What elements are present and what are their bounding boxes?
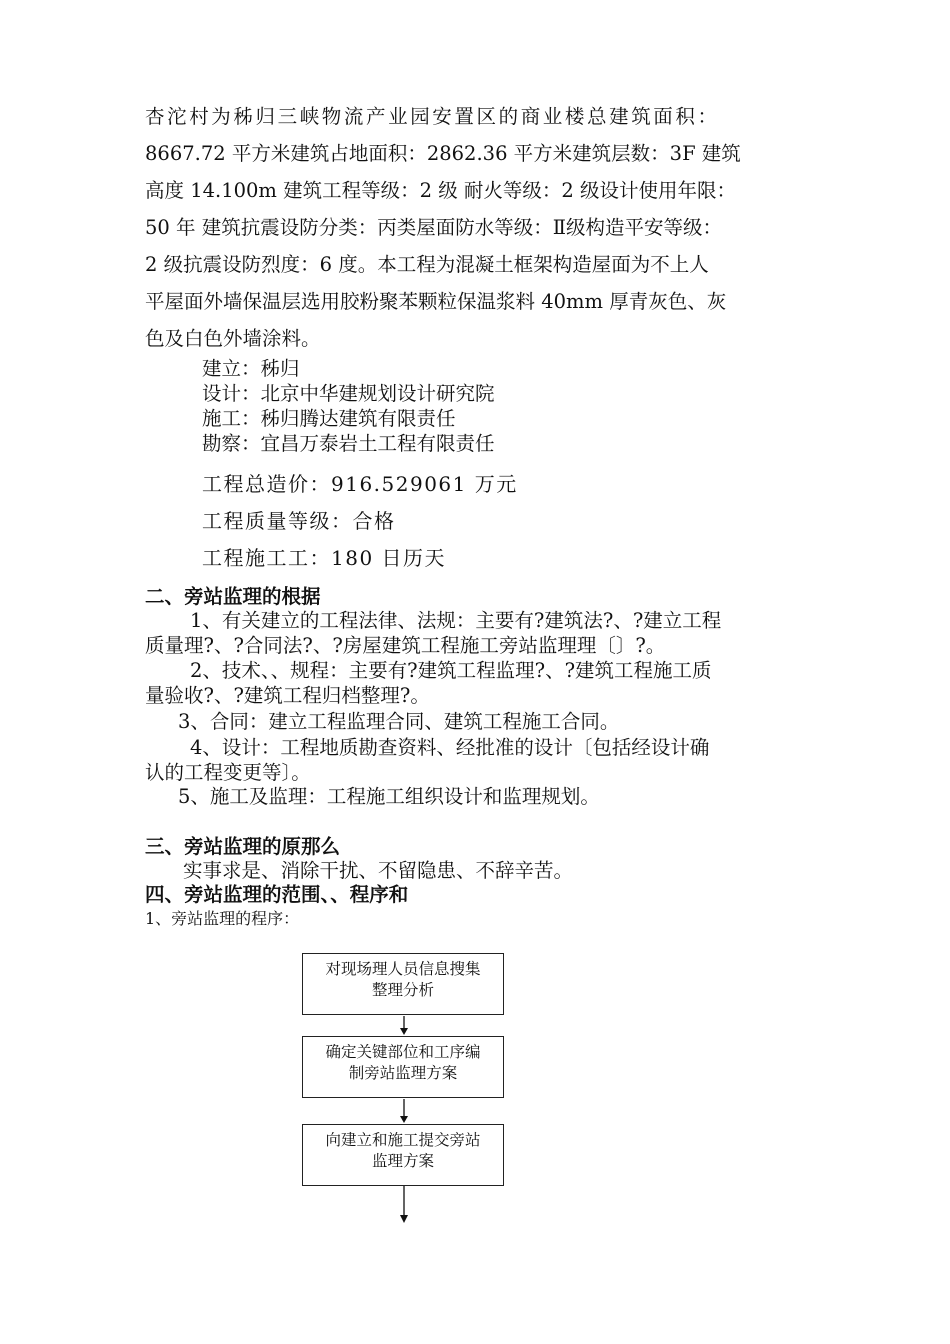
flow-arrow-3 bbox=[395, 1186, 415, 1224]
quality-grade: 工程质量等级：合格 bbox=[202, 509, 396, 533]
flow-step-3-line-1: 向建立和施工提交旁站 bbox=[325, 1131, 481, 1149]
overview-line: 色及白色外墙涂料。 bbox=[145, 327, 321, 350]
construction-duration: 工程施工工：180 日历天 bbox=[202, 546, 447, 570]
basis-item-2: 2、技术、、规程：主要有?建筑工程监理?、?建筑工程施工质 bbox=[190, 659, 712, 682]
flow-arrow-2 bbox=[395, 1099, 415, 1124]
basis-item-4: 4、设计：工程地质勘查资料、经批准的设计〔包括经设计确 bbox=[190, 736, 710, 759]
section-4-heading: 四、旁站监理的范围、、程序和 bbox=[145, 883, 409, 906]
flow-step-3-line-2: 监理方案 bbox=[371, 1152, 434, 1170]
total-cost: 工程总造价：916.529061 万元 bbox=[202, 472, 518, 496]
overview-line: 50 年 建筑抗震设防分类：丙类屋面防水等级：Ⅱ级构造平安等级： bbox=[145, 216, 722, 239]
basis-item-3: 3、合同：建立工程监理合同、建筑工程施工合同。 bbox=[178, 710, 620, 733]
section-3-heading: 三、旁站监理的原那么 bbox=[145, 835, 341, 858]
overview-line: 2 级抗震设防烈度：6 度。本工程为混凝土框架构造屋面为不上人 bbox=[145, 253, 709, 276]
basis-item-1: 1、有关建立的工程法律、法规：主要有?建筑法?、?建立工程 bbox=[190, 609, 722, 632]
overview-line: 8667.72 平方米建筑占地面积：2862.36 平方米建筑层数：3F 建筑 bbox=[145, 142, 741, 165]
flow-arrow-1 bbox=[395, 1016, 415, 1036]
party-contractor: 施工：秭归腾达建筑有限责任 bbox=[202, 407, 456, 430]
flow-step-1-line-1: 对现场理人员信息搜集 bbox=[325, 960, 481, 978]
overview-line: 平屋面外墙保温层选用胶粉聚苯颗粒保温浆料 40mm 厚青灰色、灰 bbox=[145, 290, 727, 313]
basis-item-5: 5、施工及监理：工程施工组织设计和监理规划。 bbox=[178, 785, 600, 808]
project-overview-paragraph bbox=[145, 98, 815, 357]
overview-line: 高度 14.100m 建筑工程等级：2 级 耐火等级：2 级设计使用年限： bbox=[145, 179, 737, 202]
party-builder: 建立：秭归 bbox=[202, 357, 300, 380]
party-surveyor: 勘察：宜昌万泰岩土工程有限责任 bbox=[202, 432, 495, 455]
project-parties-list bbox=[202, 356, 495, 456]
flow-step-2-line-2: 制旁站监理方案 bbox=[348, 1064, 458, 1082]
procedure-subheading: 1、旁站监理的程序： bbox=[145, 909, 300, 928]
flow-step-1 bbox=[302, 953, 504, 1015]
principles-text: 实事求是、消除干扰、不留隐患、不辞辛苦。 bbox=[183, 859, 574, 882]
party-designer: 设计：北京中华建规划设计研究院 bbox=[202, 382, 495, 405]
flow-step-3 bbox=[302, 1124, 504, 1186]
flow-step-1-line-2: 整理分析 bbox=[371, 981, 434, 999]
basis-item-1-cont: 质量理?、?合同法?、?房屋建筑工程施工旁站监理理〔〕?。 bbox=[145, 634, 666, 657]
overview-line: 杏沱村为秭归三峡物流产业园安置区的商业楼总建筑面积： bbox=[145, 105, 720, 128]
basis-item-4-cont: 认的工程变更等〕。 bbox=[145, 761, 311, 784]
flow-step-2-line-1: 确定关键部位和工序编 bbox=[325, 1043, 481, 1061]
section-2-heading: 二、旁站监理的根据 bbox=[145, 585, 321, 608]
basis-item-2-cont: 量验收?、?建筑工程归档整理?。 bbox=[145, 684, 430, 707]
flow-step-2 bbox=[302, 1036, 504, 1098]
